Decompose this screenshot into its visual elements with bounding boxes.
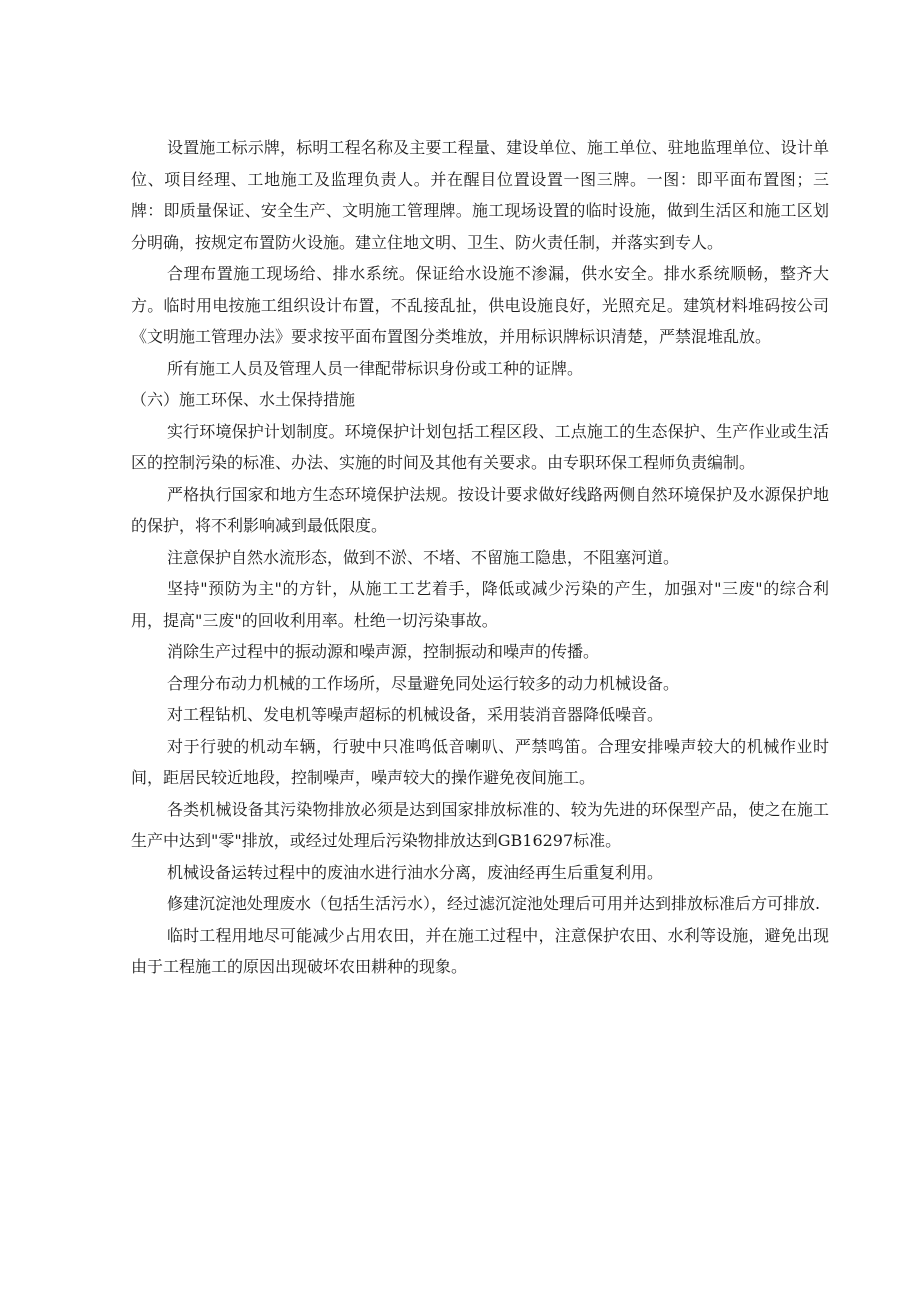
paragraph-waste-oil: 机械设备运转过程中的废油水进行油水分离，废油经再生后重复利用。	[167, 862, 664, 882]
paragraph-signage: 设置施工标示牌，标明工程名称及主要工程量、建设单位、施工单位、驻地监理单位、设计单位、项目经理、工地施工及监理负责人。并在醒目位置设置一图三牌。一图：即平面布置图；三牌：即质量保证、安全生产、文明施工管理牌。施工现场设置的临时设施，做到生活区和施工区划分明确，按规定布置防火设施。建立住地文明、卫生、防火责任制，并落实到专人。	[131, 138, 829, 252]
paragraph-muffler: 对工程钻机、发电机等噪声超标的机械设备，采用装消音器降低噪音。	[167, 705, 664, 724]
paragraph-emission-standard: 各类机械设备其污染物排放必须是达到国家排放标准的、较为先进的环保型产品，使之在施工生产中达到"零"排放，或经过处理后污染物排放达到GB16297标准。	[131, 799, 829, 850]
paragraph-id-badges: 所有施工人员及管理人员一律配带标识身份或工种的证牌。	[167, 358, 584, 378]
paragraph-water-drainage: 合理布置施工现场给、排水系统。保证给水设施不渗漏，供水安全。排水系统顺畅，整齐大方。临时用电按施工组织设计布置，不乱接乱扯，供电设施良好，光照充足。建筑材料堆码按公司《文明施工管理办法》要求按平面布置图分类堆放，并用标识牌标识清楚，严禁混堆乱放。	[131, 264, 829, 346]
paragraph-machine-layout: 合理分布动力机械的工作场所，尽量避免同处运行较多的动力机械设备。	[167, 673, 680, 693]
paragraph-regulations: 严格执行国家和地方生态环境保护法规。按设计要求做好线路两侧自然环境保护及水源保护地的保护，将不利影响减到最低限度。	[131, 484, 829, 535]
document-body	[131, 132, 829, 983]
section-heading-environment: （六）施工环保、水土保持措施	[131, 390, 356, 409]
paragraph-vibration: 消除生产过程中的振动源和噪声源，控制振动和噪声的传播。	[167, 642, 600, 661]
paragraph-farmland: 临时工程用地尽可能减少占用农田，并在施工过程中，注意保护农田、水利等设施，避免出现由于工程施工的原因出现破坏农田耕种的现象。	[131, 925, 829, 976]
paragraph-env-plan: 实行环境保护计划制度。环境保护计划包括工程区段、工点施工的生态保护、生产作业或生活区的控制污染的标准、办法、实施的时间及其他有关要求。由专职环保工程师负责编制。	[131, 421, 829, 472]
paragraph-water-flow: 注意保护自然水流形态，做到不淤、不堵、不留施工隐患，不阻塞河道。	[167, 547, 680, 567]
paragraph-sedimentation: 修建沉淀池处理废水（包括生活污水），经过滤沉淀池处理后可用并达到排放标准后方可排放.	[167, 894, 821, 913]
paragraph-prevention: 坚持"预防为主"的方针，从施工工艺着手，降低或减少污染的产生，加强对"三废"的综合利用，提高"三废"的回收利用率。杜绝一切污染事故。	[131, 579, 829, 630]
paragraph-vehicles: 对于行驶的机动车辆，行驶中只准鸣低音喇叭、严禁鸣笛。合理安排噪声较大的机械作业时间，距居民较近地段，控制噪声，噪声较大的操作避免夜间施工。	[131, 736, 829, 787]
